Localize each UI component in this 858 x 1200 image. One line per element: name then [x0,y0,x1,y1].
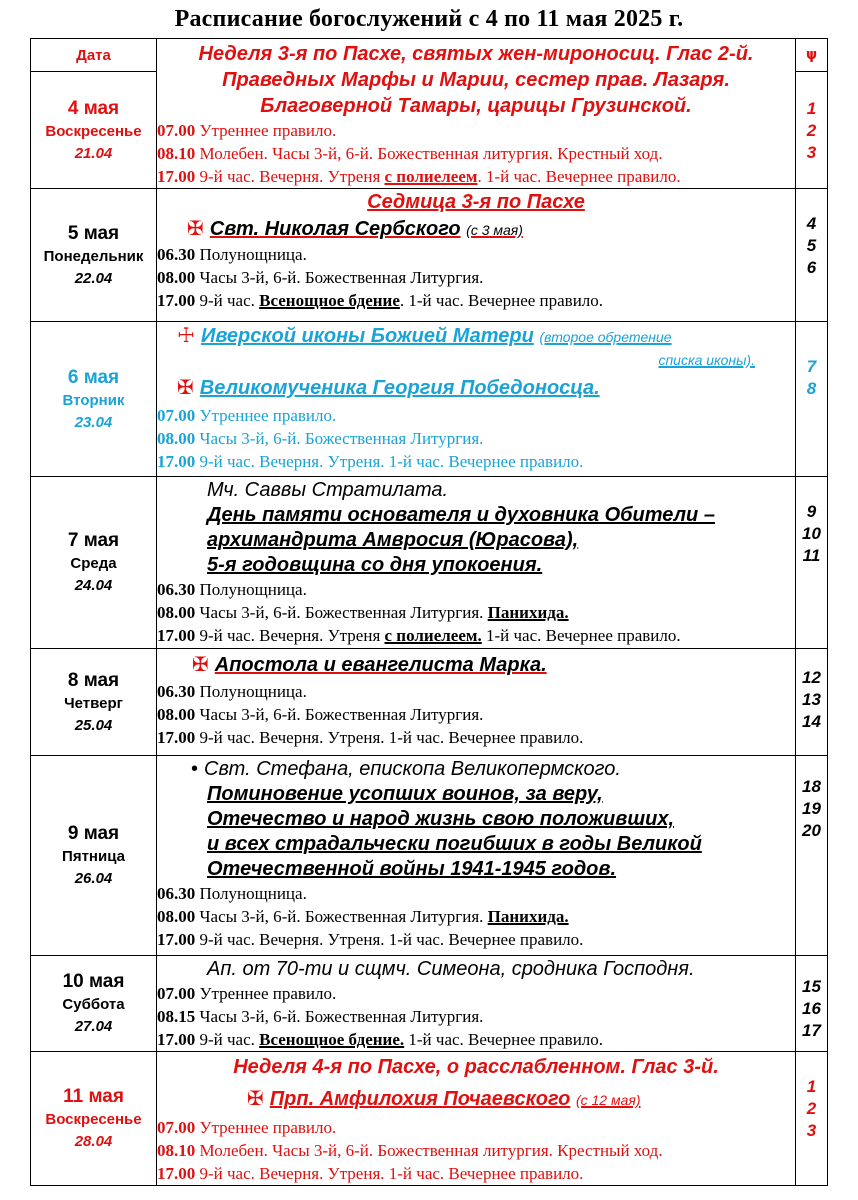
day-content-may-10 [157,956,796,1052]
date-cell [31,1052,157,1186]
weekday: Суббота [62,996,125,1013]
psalm-cell: 7 8 [796,322,828,477]
feast-note: (второе обретение [539,329,672,345]
saint-note: (с 12 мая) [575,1092,641,1108]
day-content-may-4 [157,39,796,189]
date-cell [31,322,157,477]
psalm-cell: 4 5 6 [796,189,828,322]
feast-line: Праведных Марфы и Марии, сестер прав. Лазаря. [222,69,730,91]
weekday: Понедельник [43,247,144,265]
old-style-date: 28.04 [74,1133,113,1150]
saint-name: Апостола и евангелиста Марка. [214,654,547,676]
service-line: 07.00 Утреннее правило. [157,1118,337,1137]
date-day: 11 мая [63,1086,124,1107]
service-line: 08.00 Часы 3-й, 6-й. Божественная Литургия. [157,705,484,724]
feast-line: Неделя 3-я по Пасхе, святых жен-мироносиц. Глас 2-й. [198,43,754,65]
old-style-date: 27.04 [74,1018,113,1035]
old-style-date: 24.04 [74,577,113,594]
memo-line: Отечественной войны 1941-1945 годов. [207,858,617,880]
day-content-may-7 [157,477,796,649]
saint-name: Ап. от 70-ти и сщмч. Симеона, сродника Господня. [207,958,695,980]
psalm-cell: 15 16 17 [796,956,828,1052]
date-cell [31,756,157,956]
cross-icon: ✠ [177,375,194,399]
service-line: 17.00 9-й час. Вечерня. Утреня. 1-й час. Вечернее правило. [157,1164,584,1183]
memo-line: 5-я годовщина со дня упокоения. [207,554,543,576]
psalm-cell: 18 19 20 [796,756,828,956]
old-style-date: 23.04 [74,413,113,431]
service-line: 17.00 9-й час. Вечерня. Утреня с полиелеем. 1-й час. Вечернее правило. [157,167,681,186]
day-content-may-11 [157,1052,796,1186]
service-line: 08.00 Часы 3-й, 6-й. Божественная Литургия. Панихида. [157,603,569,622]
service-line: 08.10 Молебен. Часы 3-й, 6-й. Божественная литургия. Крестный ход. [157,1141,663,1160]
psalm-cell: 9 10 11 [796,477,828,649]
service-line: 17.00 9-й час. Вечерня. Утреня. 1-й час. Вечернее правило. [157,728,584,747]
weekday: Вторник [62,391,125,409]
date-cell [31,477,157,649]
memo-line: Отечество и народ жизнь свою положивших, [207,808,675,830]
weekday: Среда [70,555,117,572]
weekday: Четверг [64,694,123,712]
memo-line: День памяти основателя и духовника Обители – [207,504,715,526]
service-line: 07.00 Утреннее правило. [157,984,337,1003]
service-line: 06.30 Полунощница. [157,580,307,599]
cross-icon: ✠ [187,216,204,240]
weekday: Воскресенье [45,1111,142,1128]
day-content-may-6 [157,322,796,477]
weekday: Воскресенье [45,122,142,140]
saint-name: Свт. Стефана, епископа Великопермского. [204,758,621,780]
feast-name: Иверской иконы Божией Матери [200,325,534,347]
date-cell [31,189,157,322]
saint-name: Прп. Амфилохия Почаевского [269,1088,571,1110]
emphasis: с полиелеем [384,167,478,186]
saint-name: Мч. Саввы Стратилата. [207,479,449,501]
old-style-date: 25.04 [74,716,113,734]
cross-icon: ✠ [247,1086,264,1110]
service-line: 08.15 Часы 3-й, 6-й. Божественная Литургия. [157,1007,484,1026]
service-line: 08.00 Часы 3-й, 6-й. Божественная Литургия. [157,429,484,448]
service-line: 17.00 9-й час. Вечерня. Утреня. 1-й час. Вечернее правило. [157,930,584,949]
date-column-header: Дата [31,39,157,72]
service-time: 17.00 [157,167,196,186]
old-style-date: 21.04 [74,144,113,162]
service-line: 07.00 Утреннее правило. [157,121,337,140]
service-line: 06.30 Полунощница. [157,682,307,701]
service-line: 17.00 9-й час. Вечерня. Утреня. 1-й час. Вечернее правило. [157,452,584,471]
memo-line: и всех страдальчески погибших в годы Великой [207,833,702,855]
cross-icon: ☩ [177,323,195,347]
psalm-cell: 1 2 3 [796,1052,828,1186]
service-line: 06.30 Полунощница. [157,245,307,264]
date-day: 7 мая [67,530,120,551]
old-style-date: 22.04 [74,269,113,287]
date-day: 5 мая [67,222,120,244]
service-line: 06.30 Полунощница. [157,884,307,903]
service-time: 08.10 [157,144,196,163]
date-day: 6 мая [67,366,120,388]
memo-line: архимандрита Амвросия (Юрасова), [207,529,579,551]
feast-line: Неделя 4-я по Пасхе, о расслабленном. Глас 3-й. [233,1056,719,1078]
day-content-may-8 [157,649,796,756]
date-day: 8 мая [67,669,120,691]
service-line: 17.00 9-й час. Вечерня. Утреня с полиелеем. 1-й час. Вечернее правило. [157,626,681,645]
service-line: 08.10 Молебен. Часы 3-й, 6-й. Божественная литургия. Крестный ход. [157,144,663,163]
saint-note: (с 3 мая) [466,222,523,238]
saint-name: Свт. Николая Сербского [209,218,461,240]
date-day: 9 мая [67,823,120,844]
old-style-date: 26.04 [74,870,113,887]
date-cell [31,649,157,756]
service-line: 17.00 9-й час. Всенощное бдение. 1-й час. Вечернее правило. [157,1030,604,1049]
service-line: 07.00 Утреннее правило. [157,406,337,425]
service-line: 08.00 Часы 3-й, 6-й. Божественная Литургия. [157,268,484,287]
psalm-column-header: ψ [796,39,828,72]
date-day: 4 мая [67,97,120,119]
weekday: Пятница [62,848,125,865]
psalm-cell: 1 2 3 [796,72,828,189]
week-title: Седмица 3-я по Пасхе [367,191,585,213]
memo-line: Поминовение усопших воинов, за веру, [207,783,603,805]
feast-line: Благоверной Тамары, царицы Грузинской. [260,95,692,117]
day-content-may-9 [157,756,796,956]
feast-name: Великомученика Георгия Победоносца. [199,377,600,399]
psalm-cell: 12 13 14 [796,649,828,756]
date-day: 10 мая [62,971,125,992]
date-cell [31,72,157,189]
bullet-icon: • [191,758,199,780]
day-content-may-5 [157,189,796,322]
page-title: Расписание богослужений с 4 по 11 мая 2025 г. [174,6,684,32]
schedule-table [30,38,828,1186]
service-line: 08.00 Часы 3-й, 6-й. Божественная Литургия. Панихида. [157,907,569,926]
feast-note: списка иконы). [658,352,755,368]
date-cell [31,956,157,1052]
cross-icon: ✠ [192,652,209,676]
service-line: 17.00 9-й час. Всенощное бдение. 1-й час. Вечернее правило. [157,291,604,310]
service-time: 07.00 [157,121,196,140]
